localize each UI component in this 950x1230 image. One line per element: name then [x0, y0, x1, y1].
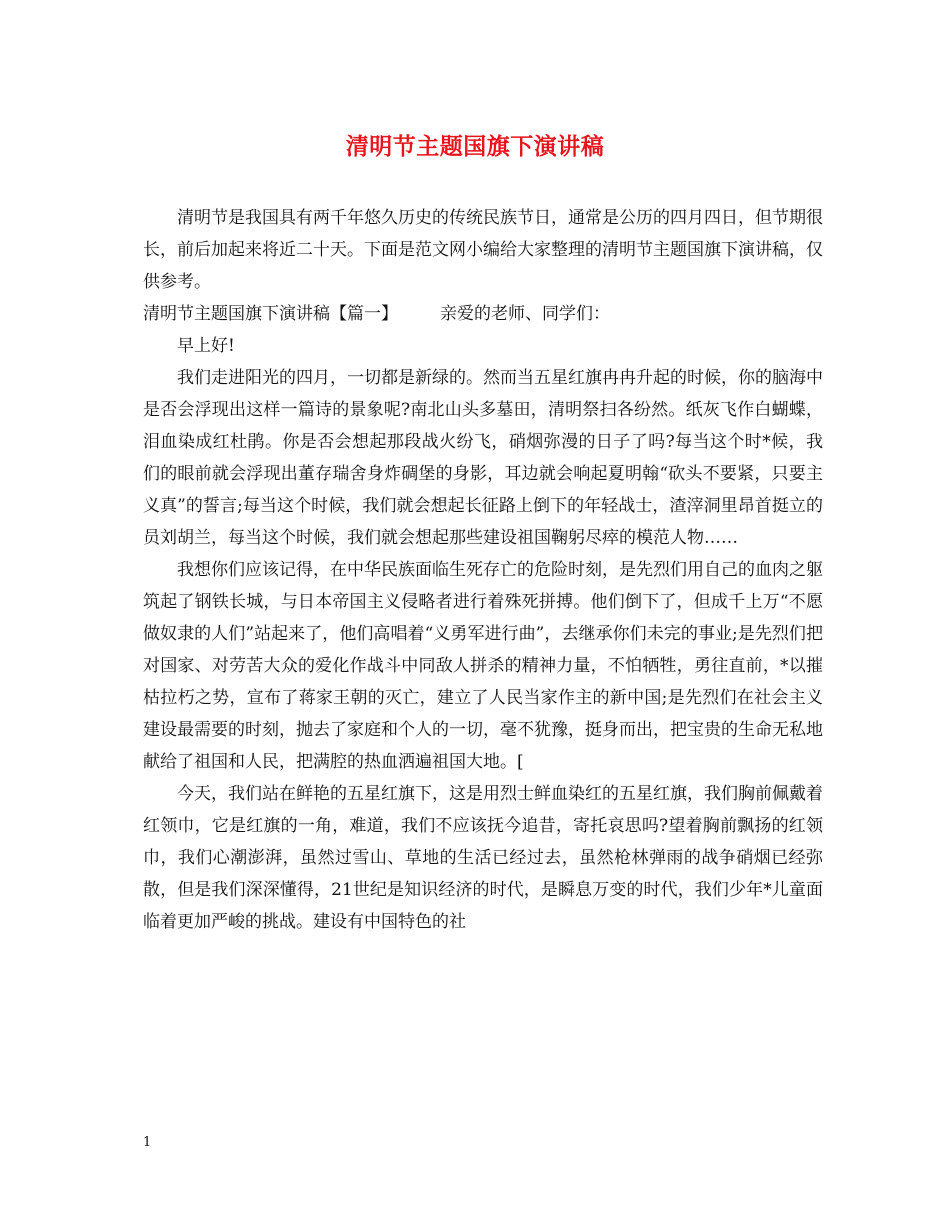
- greeting: 早上好!: [177, 336, 235, 356]
- body-paragraph-2: 我想你们应该记得，在中华民族面临生死存亡的危险时刻，是先烈们用自己的血肉之躯筑起了钢铁长城，与日本帝国主义侵略者进行着殊死拼搏。他们倒下了，但成千上万“不愿做奴隶的人们”站起来了，他们高唱着“义勇军进行曲”，去继承你们未完的事业;是先烈们把对国家、对劳苦大众的爱化作战斗中同敌人拼杀的精神力量，不怕牺牲，勇往直前，*以摧枯拉朽之势，宣布了蒋家王朝的灭亡，建立了人民当家作主的新中国;是先烈们在社会主义建设最需要的时刻，抛去了家庭和个人的一切，毫不犹豫，挺身而出，把宝贵的生命无私地献给了祖国和人民，把满腔的热血洒遍祖国大地。[: [143, 560, 823, 772]
- page-number: 1: [143, 1135, 152, 1150]
- salutation: 亲爱的老师、同学们：: [440, 304, 610, 324]
- document-title: 清明节主题国旗下演讲稿: [345, 133, 605, 160]
- section-heading: 清明节主题国旗下演讲稿【篇一】: [143, 304, 398, 324]
- body-paragraph-1: 我们走进阳光的四月，一切都是新绿的。然而当五星红旗冉冉升起的时候，你的脑海中是否会浮现出这样一篇诗的景象呢?南北山头多墓田，清明祭扫各纷然。纸灰飞作白蝴蝶，泪血染成红杜鹃。你是否会想起那段战火纷飞，硝烟弥漫的日子了吗?每当这个时*候，我们的眼前就会浮现出董存瑞舍身炸碉堡的身影，耳边就会响起夏明翰“砍头不要紧，只要主义真”的誓言;每当这个时候，我们就会想起长征路上倒下的年轻战士，渣滓洞里昂首挺立的员刘胡兰，每当这个时候，我们就会想起那些建设祖国鞠躬尽瘁的模范人物……: [143, 368, 823, 548]
- section-heading-line: [143, 298, 823, 330]
- intro-paragraph: 清明节是我国具有两千年悠久历史的传统民族节日，通常是公历的四月四日，但节期很长，前后加起来将近二十天。下面是范文网小编给大家整理的清明节主题国旗下演讲稿，仅供参考。: [143, 208, 823, 292]
- body-paragraph-3: 今天，我们站在鲜艳的五星红旗下，这是用烈士鲜血染红的五星红旗，我们胸前佩戴着红领巾，它是红旗的一角，难道，我们不应该抚今追昔，寄托哀思吗?望着胸前飘扬的红领巾，我们心潮澎湃，虽然过雪山、草地的生活已经过去，虽然枪林弹雨的战争硝烟已经弥散，但是我们深深懂得，21世纪是知识经济的时代，是瞬息万变的时代，我们少年*儿童面临着更加严峻的挑战。建设有中国特色的社: [143, 784, 823, 932]
- document-body: [143, 202, 823, 938]
